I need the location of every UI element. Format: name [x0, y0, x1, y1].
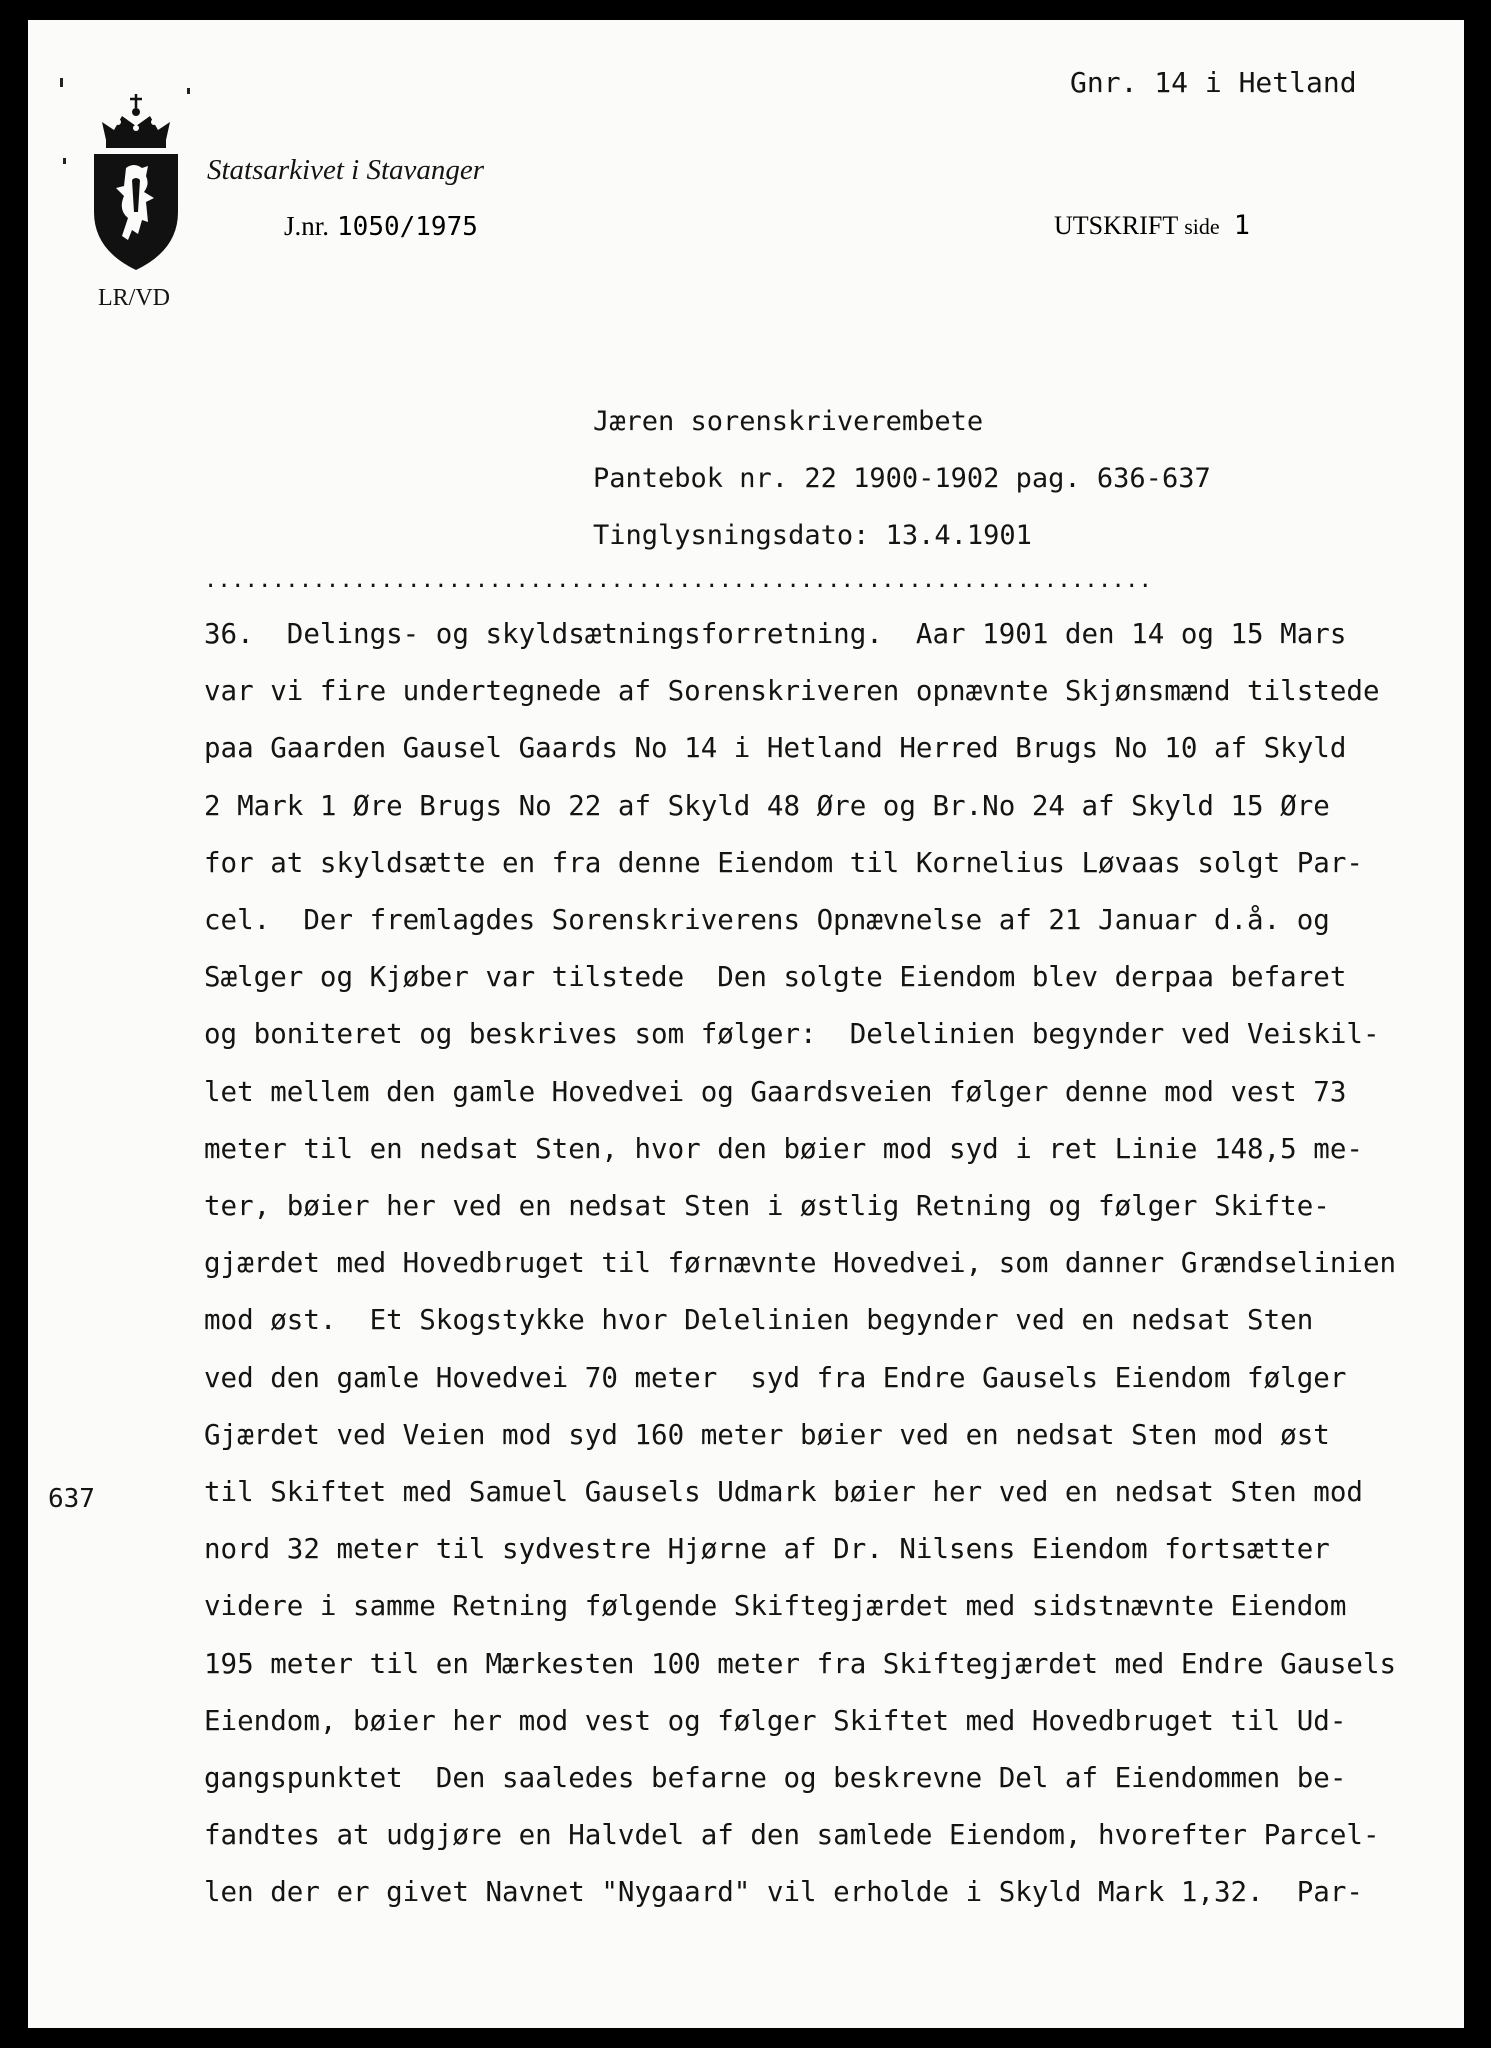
punch-mark: [60, 78, 63, 87]
body-text-line: for at skyldsætte en fra denne Eiendom til Kornelius Løvaas solgt Par-: [204, 846, 1363, 879]
body-text-line: cel. Der fremlagdes Sorenskriverens Opnævnelse af 21 Januar d.å. og: [204, 904, 1330, 936]
body-text-line: var vi fire undertegnede af Sorenskriveren opnævnte Skjønsmænd tilstede: [204, 675, 1380, 708]
body-text-line: ved den gamle Hovedvei 70 meter syd fra Endre Gausels Eiendom følger: [204, 1361, 1347, 1394]
body-text-line: nord 32 meter til sydvestre Hjørne af Dr. Nilsens Eiendom fortsætter: [204, 1533, 1330, 1566]
body-text-line: til Skiftet med Samuel Gausels Udmark bøier her ved en nedsat Sten mod: [204, 1476, 1363, 1508]
document-page: [28, 20, 1464, 2028]
body-text-line: gangspunktet Den saaledes befarne og beskrevne Del af Eiendommen be-: [204, 1762, 1347, 1794]
body-text-line: 195 meter til en Mærkesten 100 meter fra Skiftegjærdet med Endre Gausels: [204, 1647, 1397, 1680]
journal-number-value: 1050/1975: [337, 212, 478, 242]
transcript-label: UTSKRIFT: [1054, 211, 1179, 240]
archive-name: Statsarkivet i Stavanger: [207, 154, 485, 186]
body-text-line: gjærdet med Hovedbruget til førnævnte Hovedvei, som danner Grændselinien: [204, 1247, 1397, 1280]
body-text-line: videre i samme Retning følgende Skiftegjærdet med sidstnævnte Eiendom: [204, 1590, 1347, 1623]
transcript-page-header: [1038, 192, 1250, 259]
initials: LR/VD: [98, 285, 170, 311]
body-text-line: 2 Mark 1 Øre Brugs No 22 af Skyld 48 Øre og Br.No 24 af Skyld 15 Øre: [204, 789, 1330, 822]
body-text-line: let mellem den gamle Hovedvei og Gaardsveien følger denne mod vest 73: [204, 1075, 1347, 1108]
source-office: Jæren sorenskriverembete: [593, 406, 984, 437]
body-text-line: Eiendom, bøier her mod vest og følger Skiftet med Hovedbruget til Ud-: [204, 1704, 1347, 1737]
body-text-line: fandtes at udgjøre en Halvdel af den samlede Eiendom, hvorefter Parcel-: [204, 1819, 1380, 1852]
body-text-line: Sælger og Kjøber var tilstede Den solgte Eiendom blev derpaa befaret: [204, 961, 1347, 994]
body-text-line: meter til en nedsat Sten, hvor den bøier mod syd i ret Linie 148,5 me-: [204, 1132, 1363, 1165]
margin-page-note: 637: [48, 1484, 95, 1514]
farm-reference: Gnr. 14 i Hetland: [1070, 66, 1357, 99]
body-text-line: 36. Delings- og skyldsætningsforretning. Aar 1901 den 14 og 15 Mars: [204, 618, 1347, 650]
body-text-line: og boniteret og beskrives som følger: Delelinien begynder ved Veiskil-: [204, 1018, 1380, 1051]
journal-number-label: J.nr.: [284, 211, 330, 241]
punch-mark: [187, 88, 190, 94]
coat-of-arms-icon: [88, 92, 184, 272]
body-text-line: Gjærdet ved Veien mod syd 160 meter bøier ved en nedsat Sten mod øst: [204, 1418, 1330, 1451]
page-number: 1: [1233, 210, 1250, 241]
punch-mark: [63, 158, 66, 164]
body-text-line: len der er givet Navnet "Nygaard" vil erholde i Skyld Mark 1,32. Par-: [204, 1876, 1363, 1909]
body-text-line: ter, bøier her ved en nedsat Sten i østlig Retning og følger Skifte-: [204, 1190, 1330, 1222]
body-text-line: paa Gaarden Gausel Gaards No 14 i Hetland Herred Brugs No 10 af Skyld: [204, 732, 1347, 765]
side-label: side: [1184, 214, 1220, 239]
dotted-separator: ......................................................................: [204, 568, 1153, 593]
body-text-line: mod øst. Et Skogstykke hvor Delelinien begynder ved en nedsat Sten: [204, 1304, 1314, 1337]
source-book: Pantebok nr. 22 1900-1902 pag. 636-637: [593, 463, 1211, 494]
journal-number: [268, 193, 478, 260]
registration-date: Tinglysningsdato: 13.4.1901: [593, 520, 1032, 551]
